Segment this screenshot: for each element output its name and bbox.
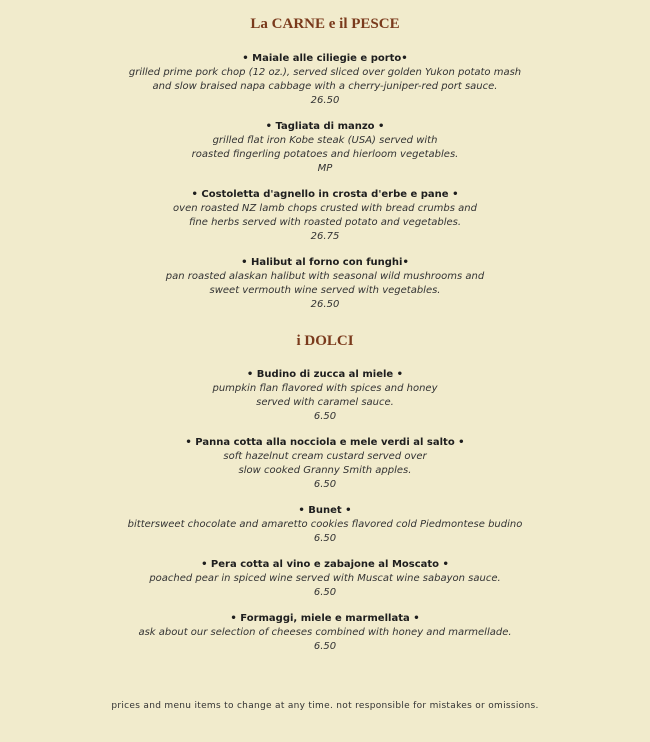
item-price: 6.50 bbox=[313, 533, 337, 544]
item-description: soft hazelnut cream custard served over slow cooked Granny Smith apples. bbox=[223, 451, 427, 476]
item-description: ask about our selection of cheeses combined with honey and marmellade. bbox=[138, 627, 512, 638]
menu-item-maiale bbox=[0, 52, 650, 108]
menu-item-panna-cotta bbox=[0, 436, 650, 492]
section-title-carne-pesce: La CARNE e il PESCE bbox=[250, 16, 400, 32]
item-name: • Maiale alle ciliegie e porto• bbox=[242, 53, 408, 64]
item-name: • Halibut al forno con funghi• bbox=[241, 257, 409, 268]
item-name: • Formaggi, miele e marmellata • bbox=[230, 613, 420, 624]
menu-item-halibut bbox=[0, 256, 650, 312]
item-description: bittersweet chocolate and amaretto cookies flavored cold Piedmontese budino bbox=[127, 519, 523, 530]
item-name: • Budino di zucca al miele • bbox=[246, 369, 404, 380]
footer-disclaimer: prices and menu items to change at any time. not responsible for mistakes or omissions. bbox=[111, 701, 539, 711]
item-price: 6.50 bbox=[313, 641, 337, 652]
item-description: poached pear in spiced wine served with Muscat wine sabayon sauce. bbox=[149, 573, 501, 584]
item-price: MP bbox=[317, 163, 333, 174]
item-description: pan roasted alaskan halibut with seasonal wild mushrooms and sweet vermouth wine served with vegetables. bbox=[165, 271, 485, 296]
item-name: • Costoletta d'agnello in crosta d'erbe e pane • bbox=[191, 189, 459, 200]
item-name: • Panna cotta alla nocciola e mele verdi al salto • bbox=[185, 437, 465, 448]
item-description: grilled prime pork chop (12 oz.), served sliced over golden Yukon potato mash and slow braised napa cabbage with a cherry-juniper-red port sauce. bbox=[128, 67, 522, 92]
menu-item-tagliata bbox=[0, 120, 650, 176]
item-price: 6.50 bbox=[313, 479, 337, 490]
item-price: 26.50 bbox=[310, 95, 340, 106]
item-price: 6.50 bbox=[313, 411, 337, 422]
item-description: pumpkin flan flavored with spices and honey served with caramel sauce. bbox=[212, 383, 438, 408]
menu-item-formaggi bbox=[0, 612, 650, 654]
menu-item-costoletta bbox=[0, 188, 650, 244]
item-price: 26.50 bbox=[310, 299, 340, 310]
item-name: • Bunet • bbox=[298, 505, 352, 516]
section-title-dolci: i DOLCI bbox=[296, 333, 354, 349]
item-description: grilled flat iron Kobe steak (USA) served with roasted fingerling potatoes and hierloom vegetables. bbox=[191, 135, 459, 160]
item-price: 26.75 bbox=[310, 231, 340, 242]
item-price: 6.50 bbox=[313, 587, 337, 598]
item-name: • Tagliata di manzo • bbox=[265, 121, 385, 132]
item-name: • Pera cotta al vino e zabajone al Moscato • bbox=[201, 559, 449, 570]
menu-item-budino bbox=[0, 368, 650, 424]
item-description: oven roasted NZ lamb chops crusted with bread crumbs and fine herbs served with roasted potato and vegetables. bbox=[173, 203, 477, 228]
menu-item-bunet bbox=[0, 504, 650, 546]
menu-item-pera-cotta bbox=[0, 558, 650, 600]
